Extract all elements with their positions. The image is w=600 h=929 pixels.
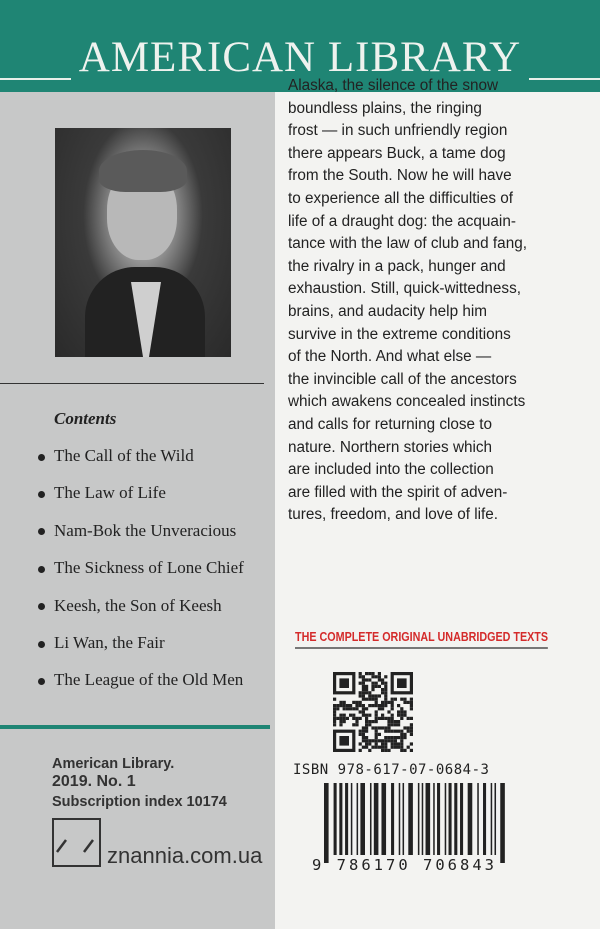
- contents-item: [38, 558, 244, 578]
- description-line: tures, freedom, and love of life.: [288, 506, 499, 524]
- series-title-text: AMERICAN LIBRARY: [71, 34, 529, 81]
- contents-item: [38, 596, 222, 616]
- description-line: brains, and audacity help him: [288, 302, 487, 320]
- description-line: which awakens concealed instincts: [288, 393, 526, 411]
- description-line: the rivalry in a pack, hunger and: [288, 257, 506, 275]
- contents-item-title: The Call of the Wild: [54, 446, 194, 465]
- publisher-website: znannia.com.ua: [107, 843, 263, 868]
- series-name: American Library.: [52, 756, 175, 772]
- contents-item-title: The League of the Old Men: [54, 670, 244, 690]
- description-line: of the North. And what else —: [288, 348, 492, 366]
- tagline: THE COMPLETE ORIGINAL UNABRIDGED TEXTS: [295, 630, 548, 649]
- description-line: frost — in such unfriendly region: [288, 122, 508, 140]
- contents-item-title: The Sickness of Lone Chief: [54, 558, 244, 578]
- barcode: [324, 783, 506, 863]
- description-line: survive in the extreme conditions: [288, 325, 511, 343]
- contents-item: [38, 633, 165, 653]
- description-line: nature. Northern stories which: [288, 438, 493, 456]
- description-line: are included into the collection: [288, 461, 494, 479]
- contents-item-title: The Law of Life: [54, 483, 166, 503]
- description-line: and calls for returning close to: [288, 415, 493, 433]
- description-line: from the South. Now he will have: [288, 167, 512, 185]
- description-line: tance with the law of club and fang,: [288, 235, 527, 253]
- bullet-icon: [38, 641, 45, 648]
- bullet-icon: [38, 566, 45, 573]
- subscription-index: Subscription index 10174: [52, 794, 227, 810]
- issue-number: 2019. No. 1: [52, 773, 136, 790]
- qr-code: [333, 672, 413, 752]
- bullet-icon: [38, 603, 45, 610]
- description-line: life of a draught dog: the acquain-: [288, 212, 516, 230]
- teal-divider: [0, 725, 270, 729]
- publisher-logo: [52, 818, 101, 867]
- bullet-icon: [38, 678, 45, 685]
- bullet-icon: [38, 491, 45, 498]
- book-description: [288, 75, 578, 527]
- description-line: are filled with the spirit of adven-: [288, 483, 508, 501]
- contents-item-title: Nam-Bok the Unveracious: [54, 520, 237, 540]
- contents-item: [38, 483, 166, 503]
- description-line: the invincible call of the ancestors: [288, 370, 517, 388]
- contents-item-title: Li Wan, the Fair: [54, 633, 165, 652]
- description-line: to experience all the difficulties of: [288, 189, 514, 207]
- contents-item: [38, 446, 194, 466]
- contents-heading: Contents: [54, 409, 117, 428]
- bullet-icon: [38, 528, 45, 535]
- contents-item: [38, 521, 236, 541]
- divider: [0, 383, 264, 384]
- description-line: boundless plains, the ringing: [288, 99, 482, 117]
- description-line: there appears Buck, a tame dog: [288, 144, 506, 162]
- author-portrait: [55, 128, 231, 357]
- bullet-icon: [38, 454, 45, 461]
- contents-item-title: Keesh, the Son of Keesh: [54, 595, 222, 615]
- isbn: ISBN 978-617-07-0684-3: [293, 762, 490, 778]
- description-line: Alaska, the silence of the snow: [288, 77, 499, 94]
- contents-item: [38, 670, 243, 690]
- description-line: exhaustion. Still, quick-wittedness,: [288, 280, 521, 298]
- ean-number: 9 786170 706843: [312, 856, 497, 874]
